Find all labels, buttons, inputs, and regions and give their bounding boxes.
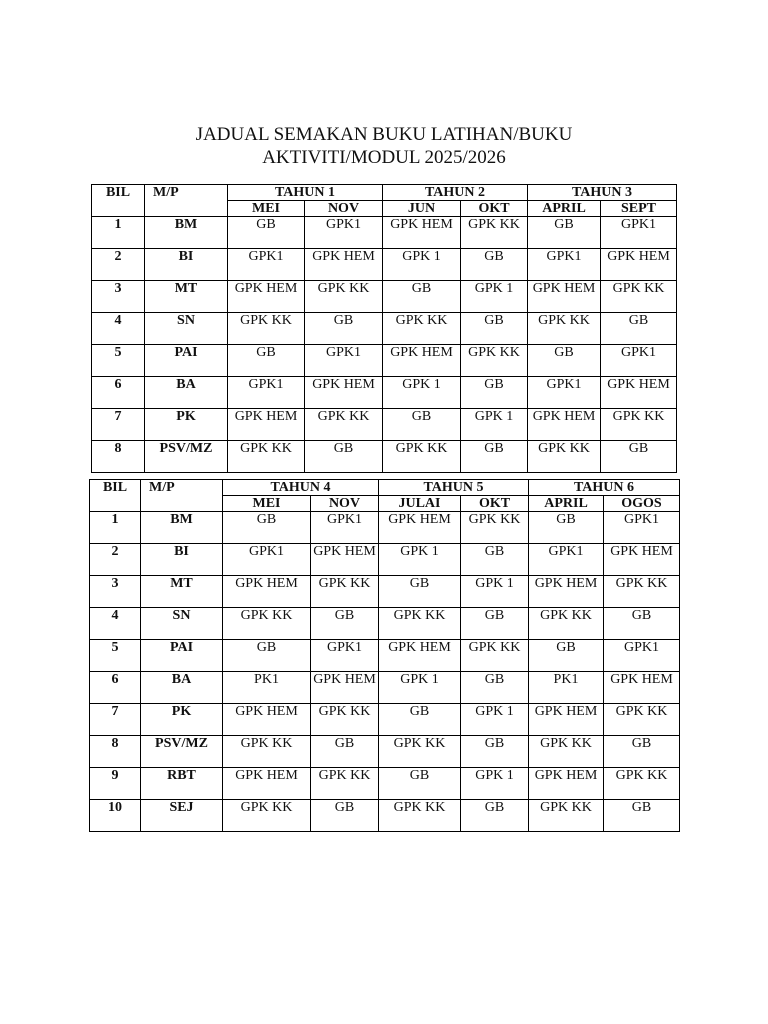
subject-cell: RBT bbox=[141, 768, 223, 800]
bil-cell: 2 bbox=[92, 249, 145, 281]
assignee-cell: GB bbox=[383, 281, 461, 313]
assignee-cell: GPK KK bbox=[601, 409, 677, 441]
assignee-cell: GB bbox=[305, 313, 383, 345]
assignee-cell: GPK1 bbox=[528, 377, 601, 409]
assignee-cell: GPK1 bbox=[228, 249, 305, 281]
assignee-cell: GPK KK bbox=[529, 800, 604, 832]
assignee-cell: GPK1 bbox=[311, 640, 379, 672]
assignee-cell: GB bbox=[461, 800, 529, 832]
year-header: TAHUN 1 bbox=[228, 185, 383, 201]
subject-cell: BI bbox=[145, 249, 228, 281]
assignee-cell: GPK HEM bbox=[223, 704, 311, 736]
assignee-cell: GPK KK bbox=[311, 576, 379, 608]
assignee-cell: GPK1 bbox=[305, 217, 383, 249]
table-row bbox=[90, 800, 680, 832]
assignee-cell: GPK KK bbox=[223, 608, 311, 640]
assignee-cell: GPK1 bbox=[604, 640, 680, 672]
table-row bbox=[90, 608, 680, 640]
assignee-cell: GPK HEM bbox=[223, 768, 311, 800]
table-row bbox=[90, 576, 680, 608]
assignee-cell: GB bbox=[529, 640, 604, 672]
table-row bbox=[90, 704, 680, 736]
assignee-cell: GB bbox=[604, 800, 680, 832]
assignee-cell: GPK HEM bbox=[379, 640, 461, 672]
assignee-cell: GPK1 bbox=[311, 512, 379, 544]
assignee-cell: GPK KK bbox=[529, 608, 604, 640]
assignee-cell: GB bbox=[528, 217, 601, 249]
assignee-cell: GPK1 bbox=[305, 345, 383, 377]
assignee-cell: GB bbox=[461, 736, 529, 768]
bil-cell: 8 bbox=[92, 441, 145, 473]
table-row bbox=[92, 441, 677, 473]
assignee-cell: GPK KK bbox=[383, 313, 461, 345]
assignee-cell: GPK1 bbox=[528, 249, 601, 281]
assignee-cell: GPK KK bbox=[461, 512, 529, 544]
assignee-cell: GB bbox=[461, 313, 528, 345]
bil-cell: 4 bbox=[90, 608, 141, 640]
assignee-cell: GPK KK bbox=[311, 704, 379, 736]
assignee-cell: GPK HEM bbox=[228, 409, 305, 441]
assignee-cell: GPK KK bbox=[379, 608, 461, 640]
assignee-cell: GPK 1 bbox=[461, 409, 528, 441]
assignee-cell: GPK HEM bbox=[383, 345, 461, 377]
assignee-cell: GPK HEM bbox=[601, 377, 677, 409]
assignee-cell: GPK 1 bbox=[461, 704, 529, 736]
assignee-cell: GPK 1 bbox=[461, 281, 528, 313]
table-row bbox=[92, 345, 677, 377]
table-row bbox=[92, 409, 677, 441]
bil-cell: 4 bbox=[92, 313, 145, 345]
assignee-cell: GPK KK bbox=[461, 217, 528, 249]
assignee-cell: GPK HEM bbox=[604, 672, 680, 704]
subject-cell: SN bbox=[141, 608, 223, 640]
assignee-cell: GPK1 bbox=[228, 377, 305, 409]
month-header: APRIL bbox=[528, 201, 601, 217]
table-row bbox=[90, 736, 680, 768]
bil-header: BIL bbox=[92, 185, 145, 217]
subject-cell: BM bbox=[145, 217, 228, 249]
assignee-cell: GB bbox=[311, 736, 379, 768]
header-row-years bbox=[92, 185, 677, 201]
bil-cell: 6 bbox=[90, 672, 141, 704]
month-header: MEI bbox=[228, 201, 305, 217]
assignee-cell: GPK KK bbox=[228, 441, 305, 473]
assignee-cell: GB bbox=[461, 377, 528, 409]
month-header: OGOS bbox=[604, 496, 680, 512]
table-row bbox=[90, 640, 680, 672]
assignee-cell: GPK KK bbox=[311, 768, 379, 800]
schedule-table-tahun-1-3 bbox=[91, 184, 677, 473]
assignee-cell: GPK 1 bbox=[461, 768, 529, 800]
month-header: OKT bbox=[461, 201, 528, 217]
subject-cell: BA bbox=[141, 672, 223, 704]
assignee-cell: GB bbox=[379, 576, 461, 608]
document-title bbox=[0, 123, 768, 169]
subject-cell: BA bbox=[145, 377, 228, 409]
assignee-cell: GB bbox=[461, 544, 529, 576]
bil-cell: 1 bbox=[90, 512, 141, 544]
assignee-cell: GPK 1 bbox=[383, 249, 461, 281]
assignee-cell: GB bbox=[601, 313, 677, 345]
assignee-cell: GPK 1 bbox=[383, 377, 461, 409]
title-line-1: JADUAL SEMAKAN BUKU LATIHAN/BUKU bbox=[195, 124, 573, 145]
assignee-cell: GB bbox=[311, 800, 379, 832]
table-row bbox=[90, 544, 680, 576]
table-row bbox=[90, 512, 680, 544]
mp-header: M/P bbox=[145, 185, 228, 217]
assignee-cell: GB bbox=[379, 704, 461, 736]
assignee-cell: GPK KK bbox=[604, 576, 680, 608]
assignee-cell: GPK KK bbox=[529, 736, 604, 768]
assignee-cell: GPK HEM bbox=[528, 409, 601, 441]
month-header: OKT bbox=[461, 496, 529, 512]
assignee-cell: GPK KK bbox=[461, 345, 528, 377]
assignee-cell: GB bbox=[529, 512, 604, 544]
assignee-cell: GPK1 bbox=[601, 217, 677, 249]
bil-cell: 10 bbox=[90, 800, 141, 832]
assignee-cell: GPK KK bbox=[223, 736, 311, 768]
bil-cell: 5 bbox=[90, 640, 141, 672]
assignee-cell: GPK HEM bbox=[383, 217, 461, 249]
subject-cell: SN bbox=[145, 313, 228, 345]
assignee-cell: GPK1 bbox=[529, 544, 604, 576]
bil-header: BIL bbox=[90, 480, 141, 512]
assignee-cell: GPK KK bbox=[305, 409, 383, 441]
assignee-cell: GPK HEM bbox=[228, 281, 305, 313]
assignee-cell: GPK KK bbox=[604, 768, 680, 800]
bil-cell: 1 bbox=[92, 217, 145, 249]
assignee-cell: GPK1 bbox=[601, 345, 677, 377]
subject-cell: PK bbox=[141, 704, 223, 736]
subject-cell: PSV/MZ bbox=[145, 441, 228, 473]
assignee-cell: GB bbox=[528, 345, 601, 377]
bil-cell: 6 bbox=[92, 377, 145, 409]
month-header: JULAI bbox=[379, 496, 461, 512]
bil-cell: 5 bbox=[92, 345, 145, 377]
assignee-cell: GPK HEM bbox=[379, 512, 461, 544]
subject-cell: PSV/MZ bbox=[141, 736, 223, 768]
assignee-cell: GPK HEM bbox=[601, 249, 677, 281]
assignee-cell: GB bbox=[228, 345, 305, 377]
assignee-cell: GPK KK bbox=[379, 736, 461, 768]
assignee-cell: GPK1 bbox=[223, 544, 311, 576]
table-row bbox=[92, 281, 677, 313]
assignee-cell: GB bbox=[601, 441, 677, 473]
assignee-cell: GPK KK bbox=[528, 313, 601, 345]
assignee-cell: GPK HEM bbox=[305, 377, 383, 409]
assignee-cell: GPK 1 bbox=[461, 576, 529, 608]
assignee-cell: GPK HEM bbox=[529, 768, 604, 800]
assignee-cell: GB bbox=[461, 441, 528, 473]
schedule-table-tahun-4-6 bbox=[89, 479, 680, 832]
assignee-cell: GB bbox=[311, 608, 379, 640]
subject-cell: MT bbox=[141, 576, 223, 608]
assignee-cell: GPK KK bbox=[379, 800, 461, 832]
assignee-cell: GB bbox=[383, 409, 461, 441]
month-header: NOV bbox=[311, 496, 379, 512]
table-row bbox=[92, 377, 677, 409]
assignee-cell: GB bbox=[223, 512, 311, 544]
assignee-cell: GPK HEM bbox=[528, 281, 601, 313]
table-row bbox=[90, 768, 680, 800]
bil-cell: 8 bbox=[90, 736, 141, 768]
assignee-cell: GB bbox=[461, 608, 529, 640]
table-row bbox=[90, 672, 680, 704]
assignee-cell: GPK KK bbox=[383, 441, 461, 473]
mp-header: M/P bbox=[141, 480, 223, 512]
assignee-cell: GPK KK bbox=[461, 640, 529, 672]
subject-cell: MT bbox=[145, 281, 228, 313]
table-row bbox=[92, 217, 677, 249]
assignee-cell: GPK HEM bbox=[604, 544, 680, 576]
assignee-cell: GB bbox=[461, 249, 528, 281]
bil-cell: 9 bbox=[90, 768, 141, 800]
assignee-cell: GB bbox=[228, 217, 305, 249]
subject-cell: BM bbox=[141, 512, 223, 544]
bil-cell: 3 bbox=[90, 576, 141, 608]
bil-cell: 3 bbox=[92, 281, 145, 313]
assignee-cell: GPK KK bbox=[601, 281, 677, 313]
assignee-cell: GPK HEM bbox=[223, 576, 311, 608]
year-header: TAHUN 4 bbox=[223, 480, 379, 496]
assignee-cell: PK1 bbox=[223, 672, 311, 704]
year-header: TAHUN 2 bbox=[383, 185, 528, 201]
assignee-cell: GPK HEM bbox=[311, 672, 379, 704]
subject-cell: PK bbox=[145, 409, 228, 441]
assignee-cell: GPK 1 bbox=[379, 672, 461, 704]
bil-cell: 7 bbox=[90, 704, 141, 736]
month-header: MEI bbox=[223, 496, 311, 512]
assignee-cell: GPK 1 bbox=[379, 544, 461, 576]
month-header: SEPT bbox=[601, 201, 677, 217]
bil-cell: 2 bbox=[90, 544, 141, 576]
title-line-2: AKTIVITI/MODUL 2025/2026 bbox=[262, 147, 506, 168]
assignee-cell: PK1 bbox=[529, 672, 604, 704]
assignee-cell: GPK HEM bbox=[529, 704, 604, 736]
table-row bbox=[92, 249, 677, 281]
assignee-cell: GB bbox=[379, 768, 461, 800]
year-header: TAHUN 3 bbox=[528, 185, 677, 201]
month-header: APRIL bbox=[529, 496, 604, 512]
assignee-cell: GPK KK bbox=[223, 800, 311, 832]
assignee-cell: GPK HEM bbox=[529, 576, 604, 608]
bil-cell: 7 bbox=[92, 409, 145, 441]
subject-cell: SEJ bbox=[141, 800, 223, 832]
month-header: JUN bbox=[383, 201, 461, 217]
header-row-years bbox=[90, 480, 680, 496]
year-header: TAHUN 6 bbox=[529, 480, 680, 496]
month-header: NOV bbox=[305, 201, 383, 217]
year-header: TAHUN 5 bbox=[379, 480, 529, 496]
assignee-cell: GB bbox=[461, 672, 529, 704]
assignee-cell: GPK1 bbox=[604, 512, 680, 544]
assignee-cell: GPK HEM bbox=[311, 544, 379, 576]
assignee-cell: GB bbox=[604, 736, 680, 768]
assignee-cell: GPK KK bbox=[228, 313, 305, 345]
table-row bbox=[92, 313, 677, 345]
subject-cell: BI bbox=[141, 544, 223, 576]
subject-cell: PAI bbox=[145, 345, 228, 377]
assignee-cell: GPK KK bbox=[604, 704, 680, 736]
assignee-cell: GB bbox=[604, 608, 680, 640]
subject-cell: PAI bbox=[141, 640, 223, 672]
assignee-cell: GB bbox=[305, 441, 383, 473]
assignee-cell: GPK KK bbox=[528, 441, 601, 473]
assignee-cell: GPK HEM bbox=[305, 249, 383, 281]
assignee-cell: GB bbox=[223, 640, 311, 672]
assignee-cell: GPK KK bbox=[305, 281, 383, 313]
